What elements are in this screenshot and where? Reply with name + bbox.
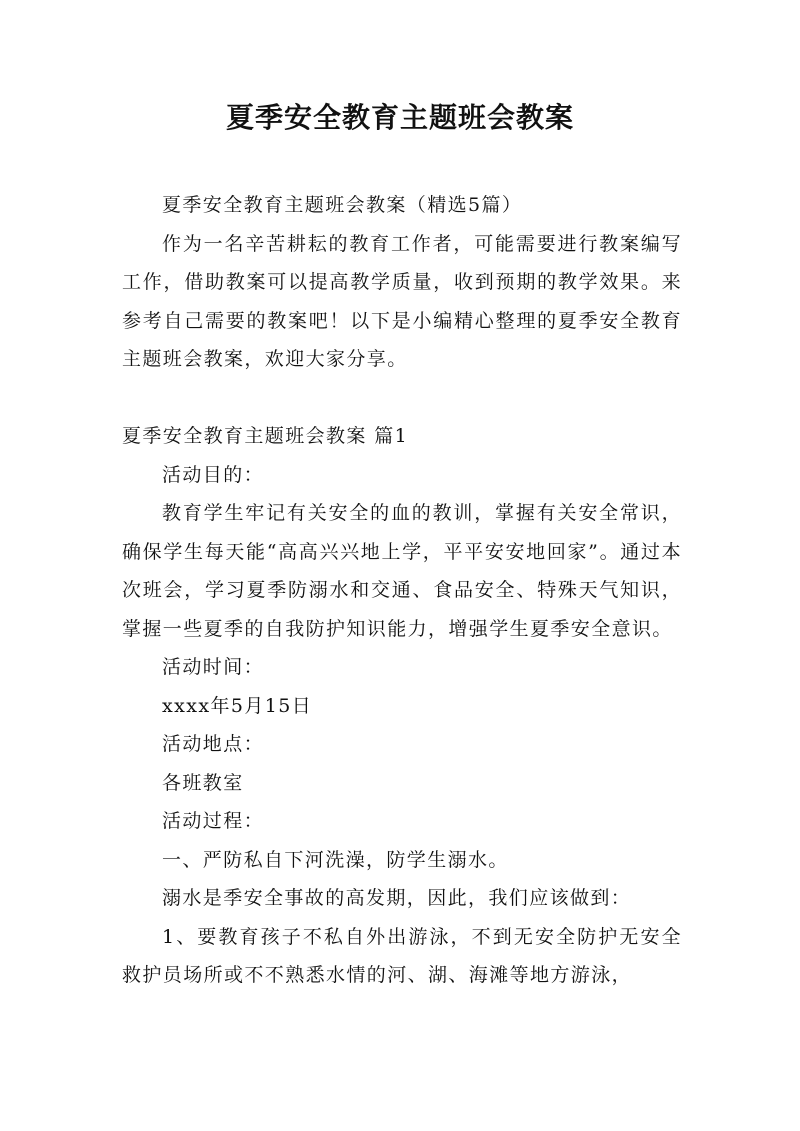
purpose-text: 教育学生牢记有关安全的血的教训，掌握有关安全常识，确保学生每天能“高高兴兴地上学，平平安安地回家”。通过本次班会，学习夏季防溺水和交通、食品安全、特殊天气知识，掌握一些夏季的自我防护知识能力，增强学生夏季安全意识。 xyxy=(122,502,682,640)
time-value: xxxx年5月15日 xyxy=(162,694,313,717)
purpose-label: 活动目的： xyxy=(162,463,265,486)
section-heading: 夏季安全教育主题班会教案 篇1 xyxy=(122,425,409,447)
document-title: 夏季安全教育主题班会教案 xyxy=(225,101,574,134)
place-label: 活动地点： xyxy=(162,733,265,755)
process-text-1: 溺水是季安全事故的高发期，因此，我们应该做到： xyxy=(162,887,632,909)
process-label: 活动过程： xyxy=(162,810,265,832)
intro-line: 夏季安全教育主题班会教案（精选5篇） xyxy=(162,194,523,216)
process-item-1: 一、严防私自下河洗澡，防学生溺水。 xyxy=(162,848,509,871)
place-value: 各班教室 xyxy=(162,771,244,794)
intro-paragraph: 作为一名辛苦耕耘的教育工作者，可能需要进行教案编写工作，借助教案可以提高教学质量，收到预期的教学效果。来参考自己需要的教案吧！以下是小编精心整理的夏季安全教育主题班会教案，欢迎大家分享。 xyxy=(122,232,682,370)
process-text-2: 1、要教育孩子不私自外出游泳，不到无安全防护无安全救护员场所或不不熟悉水情的河、湖、海滩等地方游泳， xyxy=(122,925,682,986)
document-body xyxy=(122,186,682,995)
time-label: 活动时间： xyxy=(162,656,265,678)
blank-line xyxy=(122,379,682,418)
